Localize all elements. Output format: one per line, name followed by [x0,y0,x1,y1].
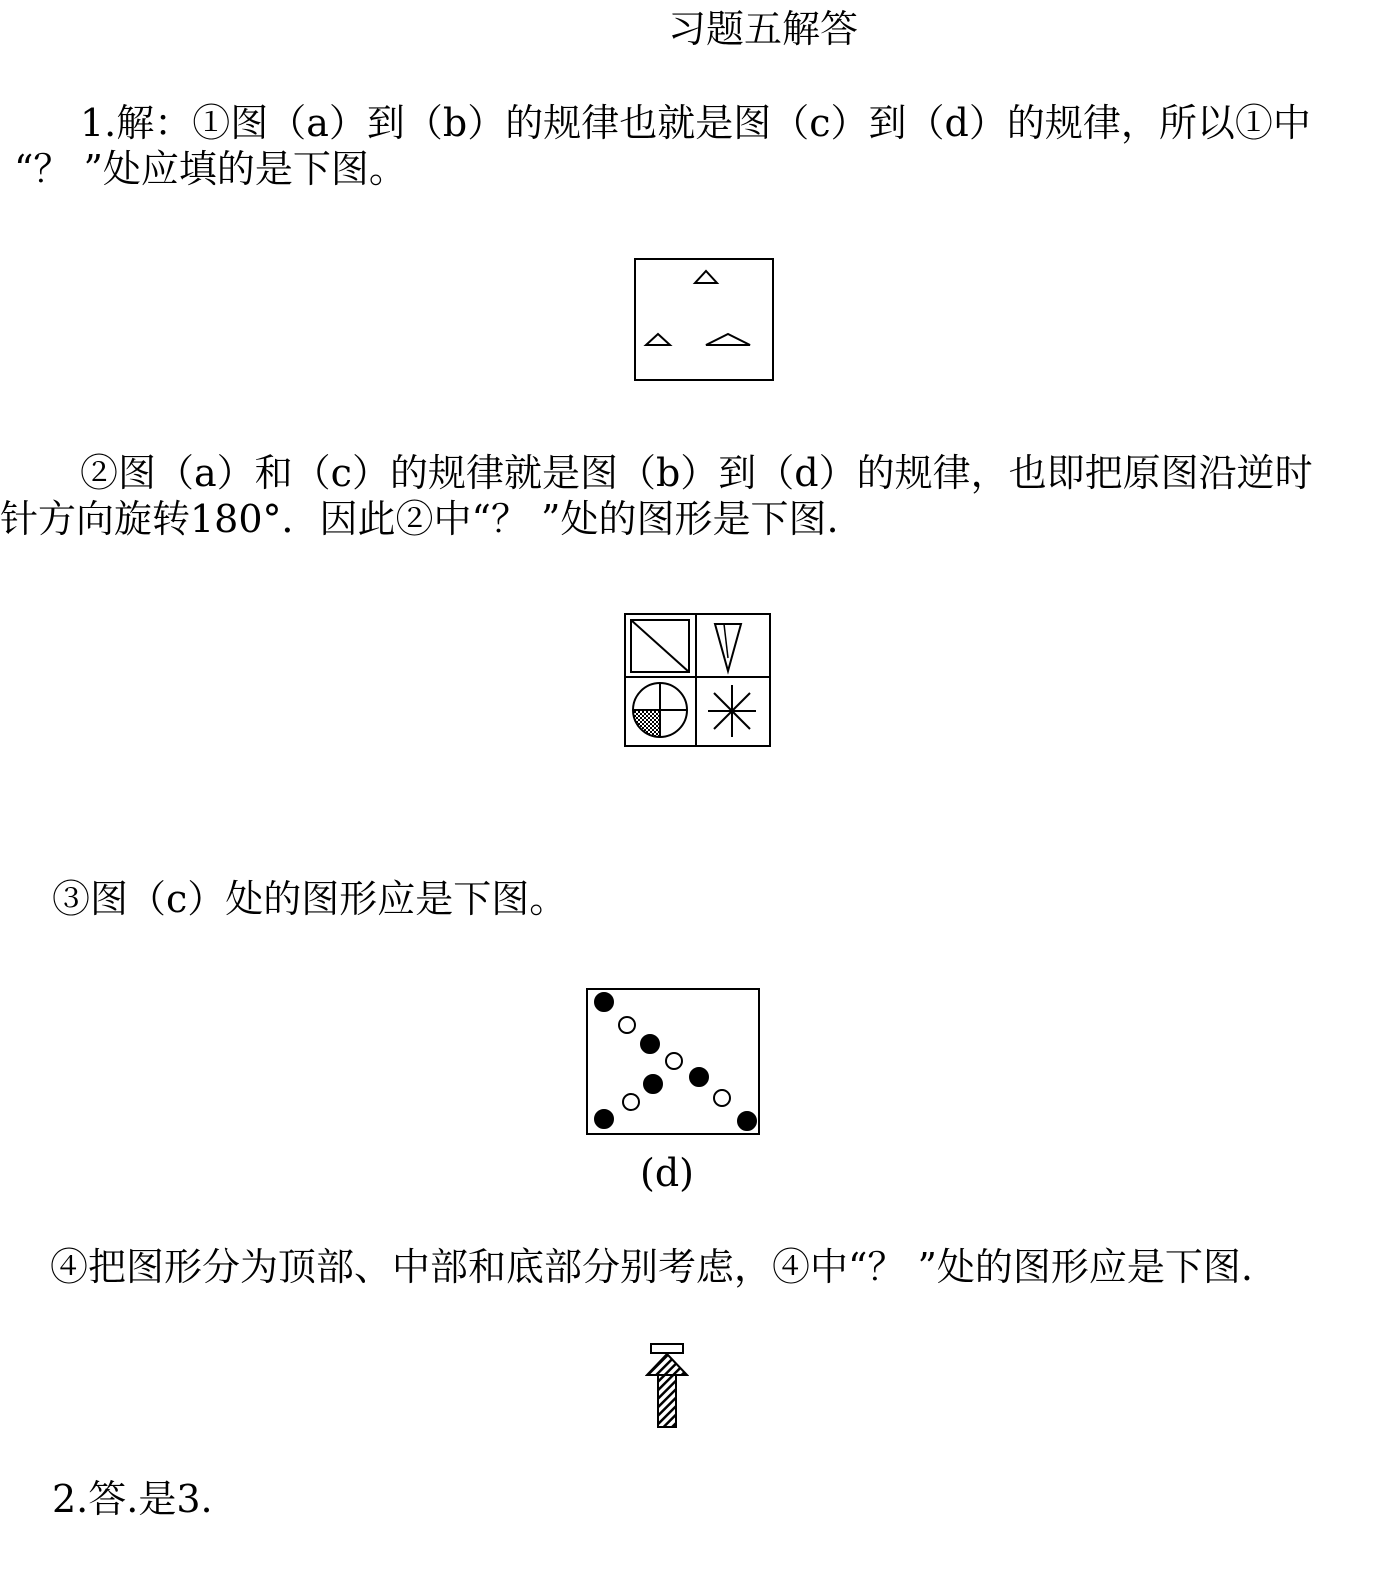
figure-d-caption: (d) [640,1151,694,1195]
q1-para3: ③图（c）处的图形应是下图。 [52,877,568,921]
q1-para1-line1: 1.解：①图（a）到（b）的规律也就是图（c）到（d）的规律，所以①中 [80,101,1311,145]
page-title: 习题五解答 [667,7,858,51]
q2-answer: 2.答.是3. [52,1477,213,1521]
figure-arrow-shape [645,1342,689,1432]
q1-para2-line2: 针方向旋转180°．因此②中“？ ”处的图形是下图. [0,497,839,541]
q1-para1-line2: “？ ”处应填的是下图。 [14,147,407,191]
figure-dot-cross [586,988,762,1138]
figure-three-triangles [634,258,776,384]
q1-para4: ④把图形分为顶部、中部和底部分别考虑，④中“？ ”处的图形应是下图. [50,1245,1254,1289]
figure-rotated-grid [624,613,772,749]
q1-para2-line1: ②图（a）和（c）的规律就是图（b）到（d）的规律，也即把原图沿逆时 [80,451,1313,495]
